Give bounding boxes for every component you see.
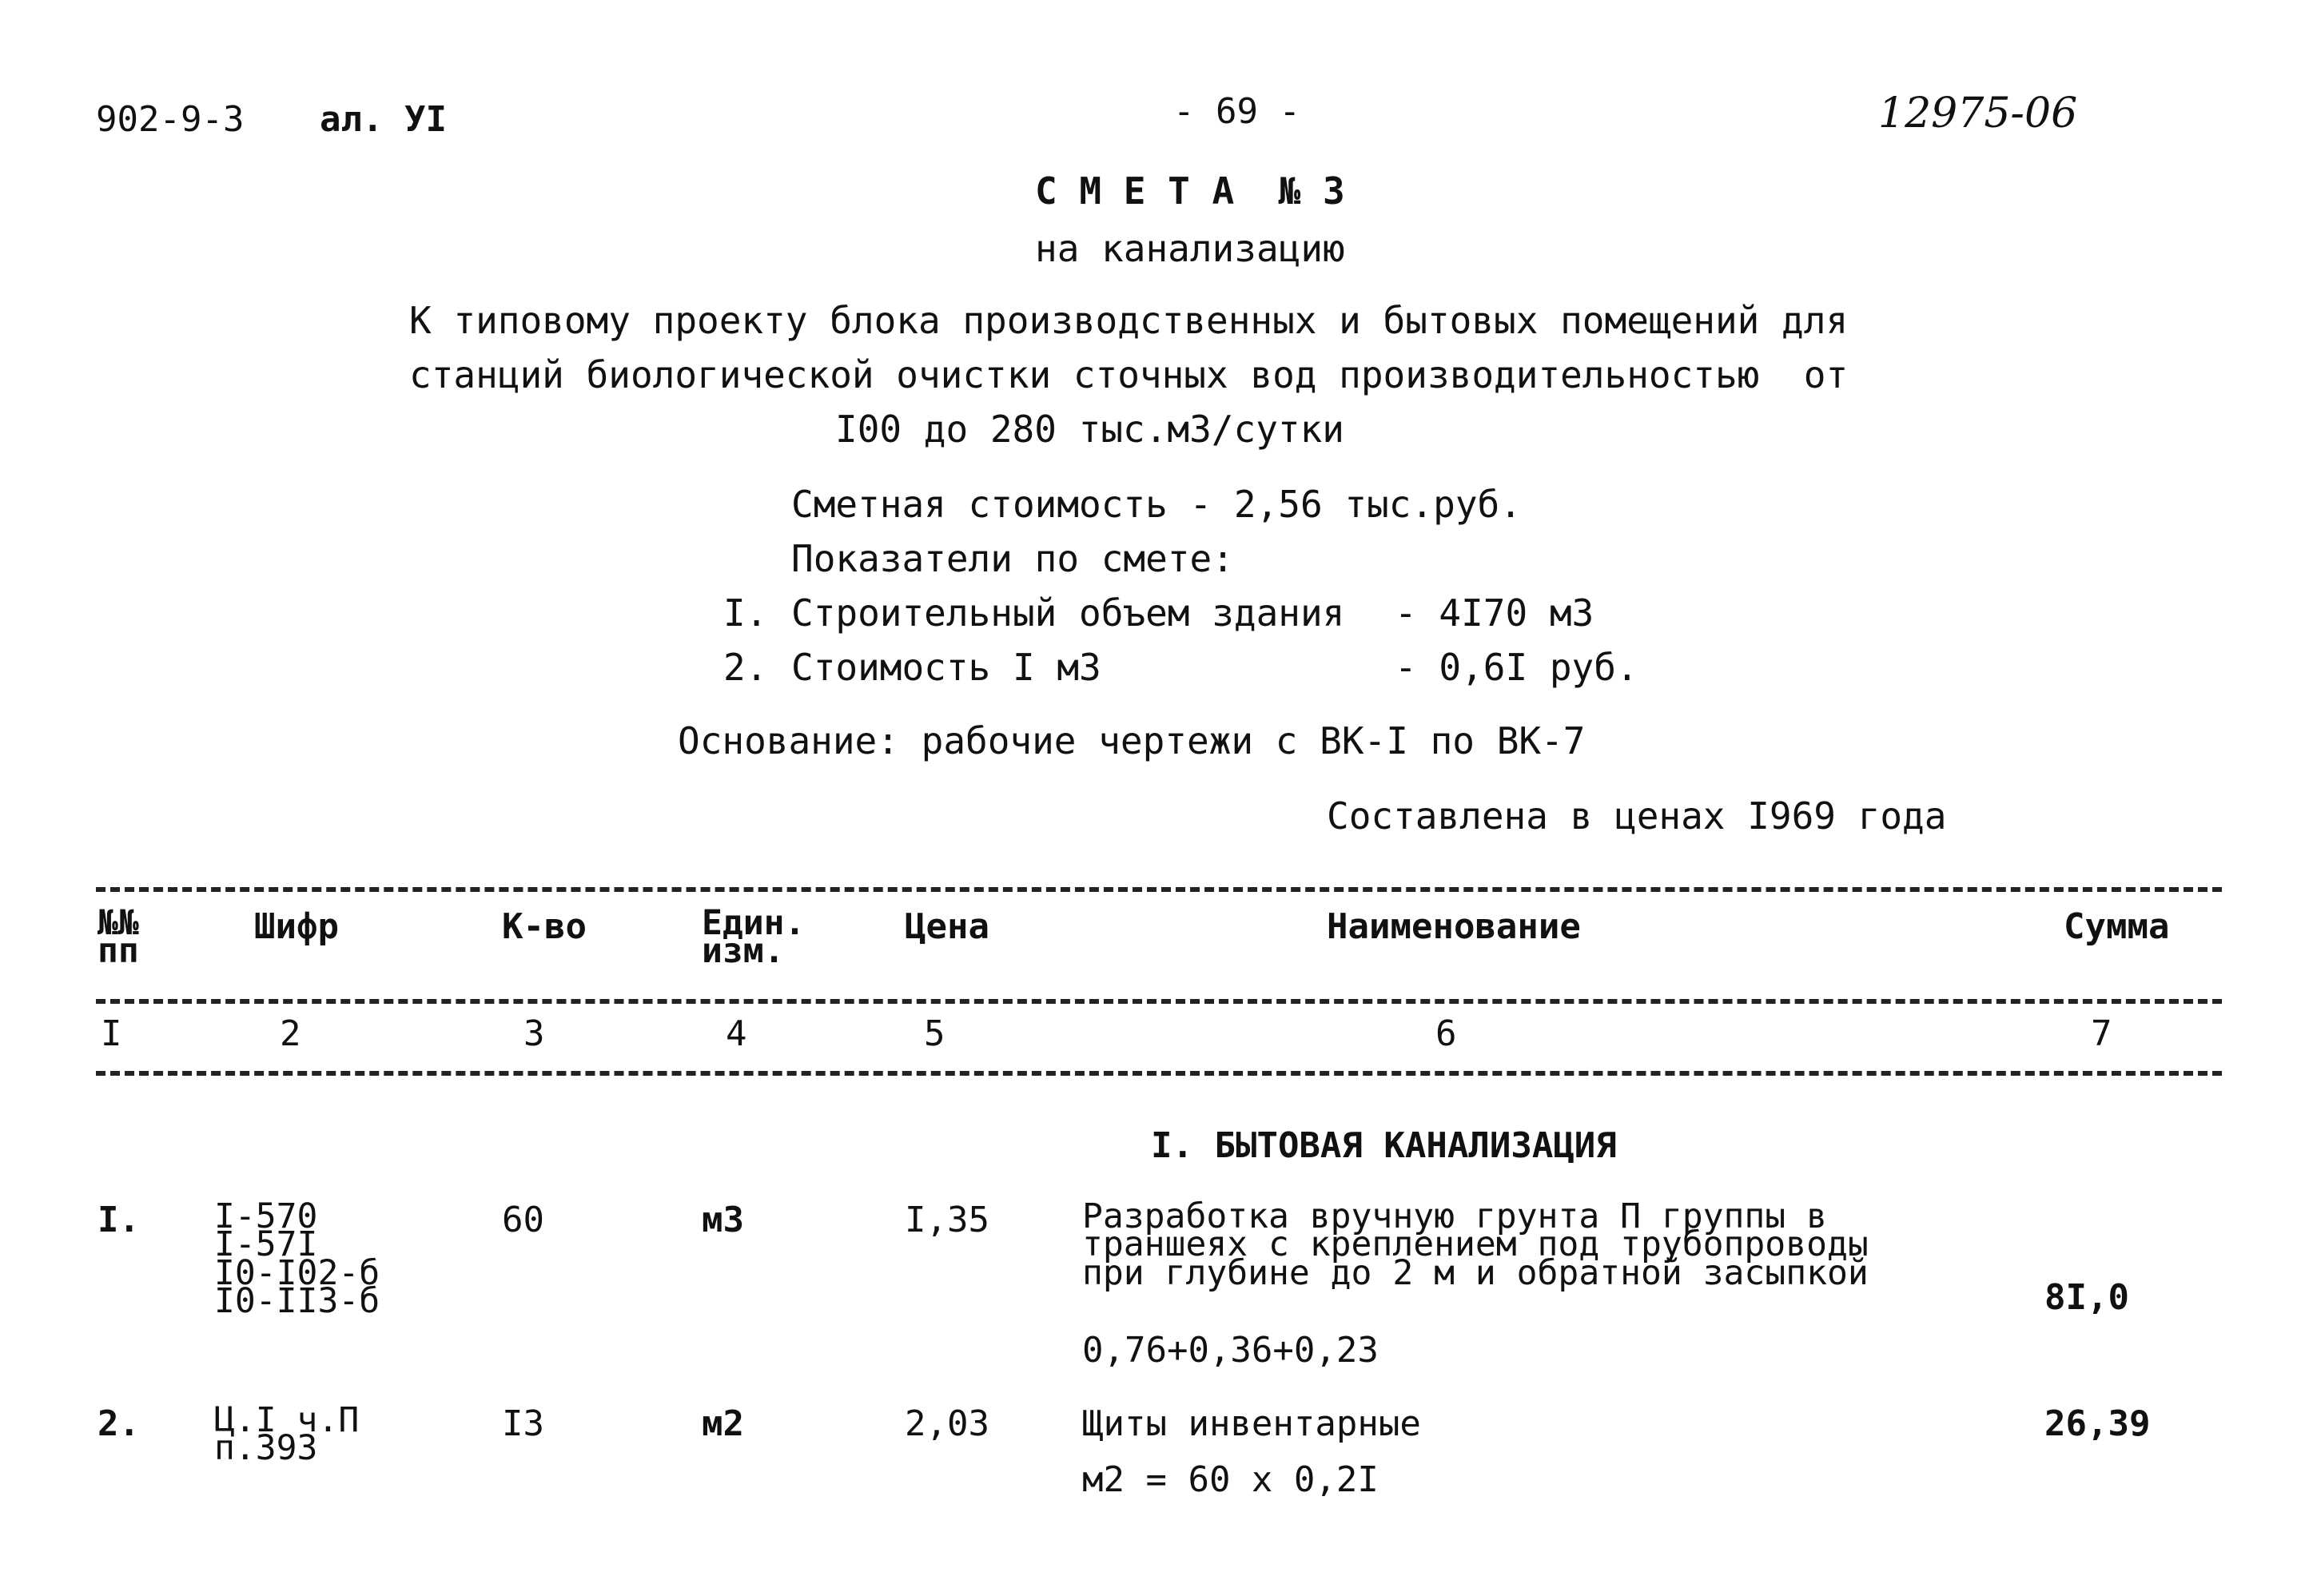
col-number-2: 2	[280, 1013, 301, 1054]
col-number-5: 5	[924, 1013, 946, 1054]
row-2-num: 2.	[98, 1403, 140, 1444]
row-1-code: I-570 I-57I I0-I02-б I0-II3-б	[214, 1196, 380, 1321]
col-number-6: 6	[1435, 1013, 1457, 1054]
table-top-rule	[96, 887, 2222, 892]
indicator-1-label: Строительный объем здания	[791, 591, 1345, 635]
album-number: ал. УI	[320, 99, 447, 140]
header-price: Цена	[905, 906, 989, 947]
row-2-formula: м2 = 60 x 0,2I	[1082, 1459, 1379, 1500]
row-2-name: Щиты инвентарные	[1082, 1403, 1421, 1444]
row-2-code: Ц.I ч.П п.393	[214, 1400, 360, 1469]
col-number-4: 4	[726, 1013, 747, 1054]
header-qty: К-во	[502, 906, 587, 947]
section-title: I. БЫТОВАЯ КАНАЛИЗАЦИЯ	[1151, 1125, 1617, 1166]
header-rule	[96, 999, 2222, 1004]
description-line-3: I00 до 280 тыс.м3/сутки	[835, 408, 1344, 451]
description-line-2: станций биологической очистки сточных вод производительностью от	[409, 353, 1849, 396]
col-number-3: 3	[524, 1013, 545, 1054]
indicator-1-value: - 4I70 м3	[1395, 591, 1594, 635]
row-1-qty: 60	[502, 1200, 544, 1240]
indicator-2-value: - 0,6I руб.	[1395, 646, 1638, 689]
indicators-title: Показатели по смете:	[791, 537, 1234, 580]
header-code: Шифр	[254, 906, 339, 947]
description-line-1: К типовому проекту блока производственных и бытовых помещений для	[409, 299, 1849, 342]
column-numbers-rule	[96, 1071, 2222, 1076]
estimate-subtitle: на канализацию	[1035, 227, 1345, 270]
document-code: 902-9-3	[96, 99, 245, 140]
row-2-price: 2,03	[905, 1403, 989, 1444]
indicator-2-label: Стоимость I м3	[791, 646, 1101, 689]
header-name: Наименование	[1327, 906, 1581, 947]
page-number: - 69 -	[1173, 91, 1300, 132]
prices-year: Составлена в ценах I969 года	[1327, 794, 1947, 838]
row-2-qty: I3	[502, 1403, 544, 1444]
row-2-unit: м2	[702, 1403, 744, 1444]
indicator-2-num: 2.	[723, 646, 768, 689]
indicator-1-num: I.	[723, 591, 768, 635]
row-1-sum: 8I,0	[2044, 1277, 2129, 1318]
estimated-cost: Сметная стоимость - 2,56 тыс.руб.	[791, 483, 1522, 526]
header-sum: Сумма	[2064, 906, 2170, 947]
col-number-1: I	[101, 1013, 122, 1054]
basis-line: Основание: рабочие чертежи с ВК-I по ВК-7	[678, 719, 1586, 762]
col-number-7: 7	[2091, 1013, 2112, 1054]
row-1-price: I,35	[905, 1200, 989, 1240]
handwritten-doc-number: 12975-06	[1878, 90, 2078, 137]
header-num: №№ пп	[98, 903, 139, 972]
row-1-name: Разработка вручную грунта П группы в траншеях с креплением под трубопроводы при глубине до 2 м и обратной засыпкой	[1082, 1196, 1869, 1293]
header-unit: Един. изм.	[702, 903, 806, 972]
row-1-unit: м3	[702, 1200, 744, 1240]
row-1-formula: 0,76+0,36+0,23	[1082, 1330, 1379, 1371]
row-2-sum: 26,39	[2044, 1403, 2151, 1444]
estimate-title: С М Е Т А № 3	[1035, 169, 1345, 213]
row-1-num: I.	[98, 1200, 140, 1240]
